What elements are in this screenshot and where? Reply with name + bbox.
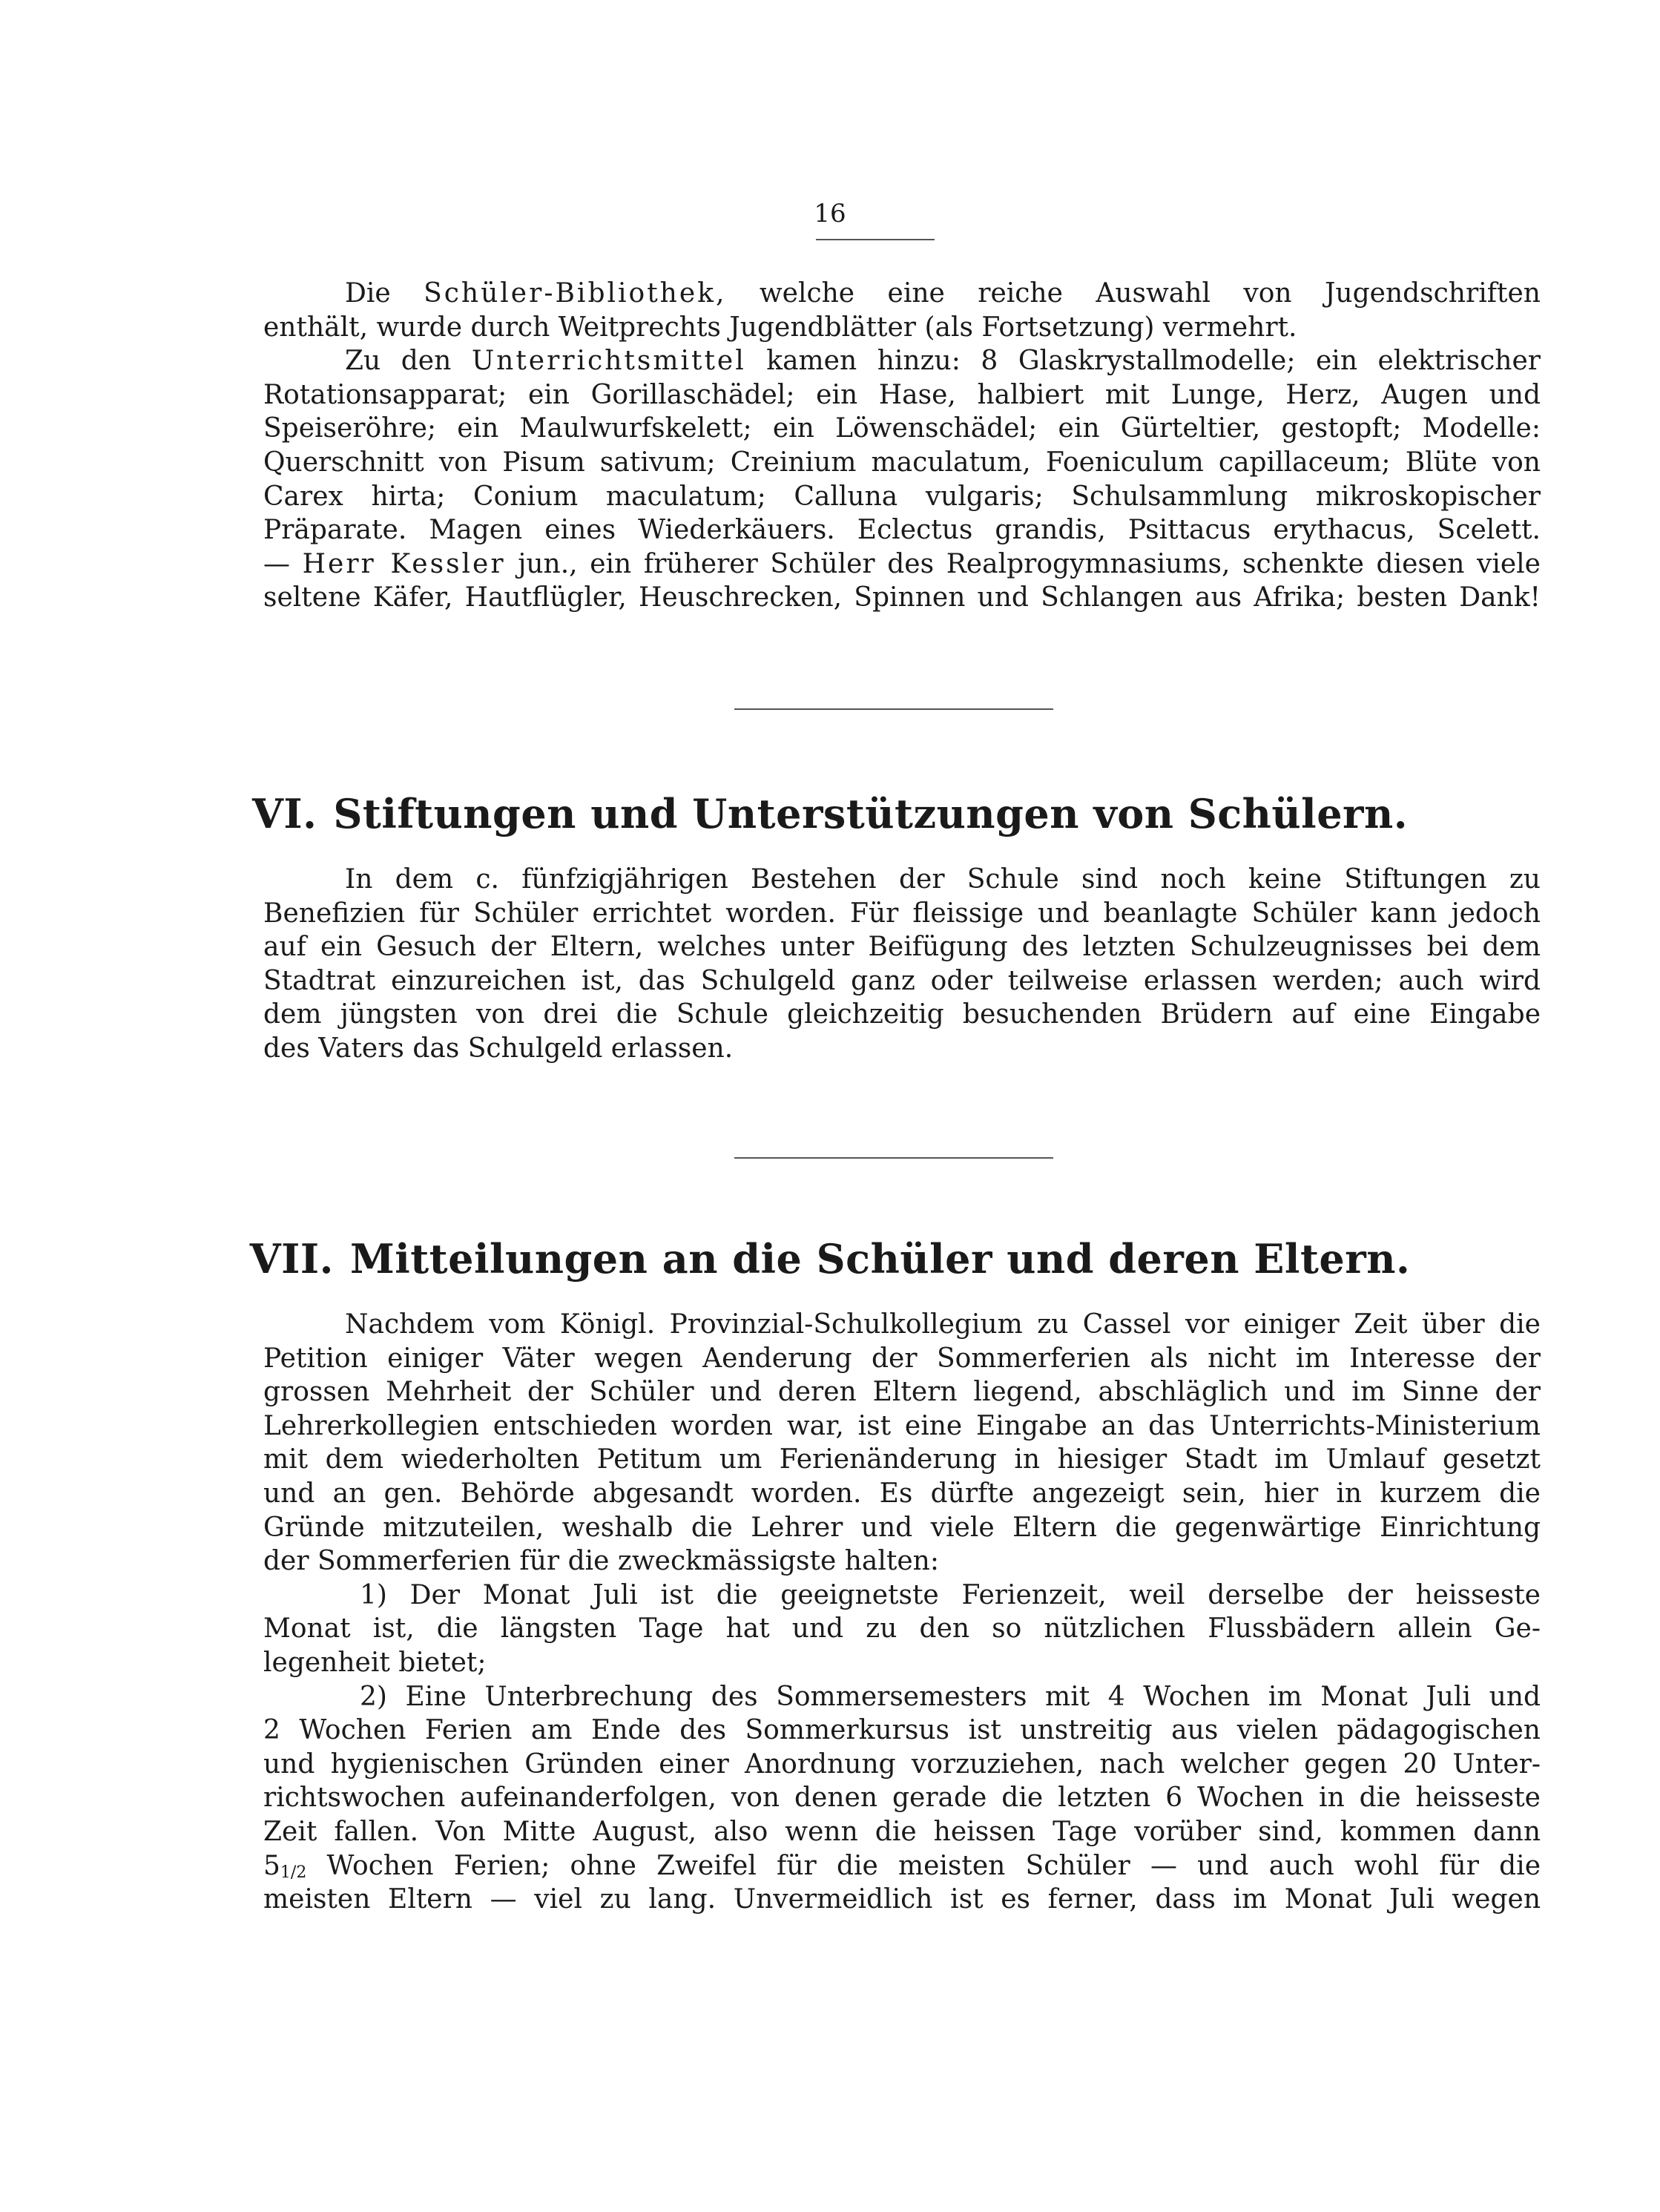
section-vi-paragraph — [263, 863, 1541, 1066]
text-line: In dem c. fünfzigjährigen Bestehen der Schule sind noch keine Stiftungen zu — [345, 864, 1541, 895]
list-item-line: 2) Eine Unterbrechung des Sommersemesters mit 4 Wochen im Monat Juli und — [360, 1681, 1541, 1712]
text-line: Stadtrat einzureichen ist, das Schulgeld ganz oder teilweise erlassen werden; auch wird — [263, 965, 1541, 996]
section-vi-heading — [0, 790, 1660, 837]
fraction: 1/2 — [280, 1863, 307, 1882]
text-line: Zeit fallen. Von Mitte August, also wenn die heissen Tage vorüber sind, kommen dann — [263, 1816, 1541, 1847]
text-line: Monat ist, die längsten Tage hat und zu den so nützlichen Flussbädern allein Ge- — [263, 1613, 1541, 1645]
section-vii-heading — [0, 1235, 1660, 1283]
text-line: grossen Mehrheit der Schüler und deren Eltern liegend, abschläglich und im Sinne der — [263, 1377, 1541, 1408]
emphasis-spaced: Unterrichtsmittel — [471, 346, 746, 377]
text-line: dem jüngsten von drei die Schule gleichzeitig besuchenden Brüdern auf eine Eingabe — [263, 999, 1541, 1030]
text-line: seltene Käfer, Hautflügler, Heuschrecken, Spinnen und Schlangen aus Afrika; besten Dank! — [263, 582, 1541, 613]
text-line: Rotationsapparat; ein Gorillaschädel; ein Hase, halbiert mit Lunge, Herz, Augen und — [263, 379, 1541, 410]
text-line: richtswochen aufeinanderfolgen, von denen gerade die letzten 6 Wochen in die heisseste — [263, 1783, 1541, 1814]
text-line: meisten Eltern — viel zu lang. Unvermeidlich ist es ferner, dass im Monat Juli wegen — [263, 1884, 1541, 1915]
text-line: Lehrerkollegien entschieden worden war, ist eine Eingabe an das Unterrichts-Ministerium — [263, 1410, 1541, 1441]
text-line: Carex hirta; Conium maculatum; Calluna vulgaris; Schulsammlung mikroskopischer — [263, 481, 1541, 512]
page-number: 16 — [814, 199, 846, 228]
section-divider — [734, 1157, 1053, 1159]
text-line: Präparate. Magen eines Wiederkäuers. Eclectus grandis, Psittacus erythacus, Scelett. — [263, 515, 1541, 546]
section-v-paragraphs — [263, 277, 1541, 615]
text-line: Die Schüler-Bibliothek, welche eine reiche Auswahl von Jugendschriften — [345, 278, 1541, 309]
text-line: Gründe mitzuteilen, weshalb die Lehrer und viele Eltern die gegenwärtige Einrichtung — [263, 1512, 1541, 1543]
text-line: Nachdem vom Königl. Provinzial-Schulkollegium zu Cassel vor einiger Zeit über die — [345, 1309, 1541, 1340]
section-number: VI. — [251, 790, 317, 837]
emphasis-spaced: Schüler-Bibliothek, — [424, 278, 727, 309]
section-number: VII. — [249, 1235, 334, 1283]
text-line: mit dem wiederholten Petitum um Ferienänderung in hiesiger Stadt im Umlauf gesetzt — [263, 1444, 1541, 1475]
text-line: enthält, wurde durch Weitprechts Jugendblätter (als Fortsetzung) vermehrt. — [263, 312, 1297, 343]
text-line: auf ein Gesuch der Eltern, welches unter Beifügung des letzten Schulzeugnisses bei dem — [263, 932, 1541, 963]
emphasis-spaced: Herr Kessler — [302, 548, 506, 579]
section-divider — [734, 708, 1053, 710]
list-item-line: 1) Der Monat Juli ist die geeignetste Ferienzeit, weil derselbe der heisseste — [360, 1579, 1541, 1610]
text-line: Benefizien für Schüler errichtet worden. Für fleissige und beanlagte Schüler kann jedoch — [263, 898, 1541, 929]
section-title: Mitteilungen an die Schüler und deren Eltern. — [349, 1235, 1411, 1283]
text-line: Zu den Unterrichtsmittel kamen hinzu: 8 Glaskrystallmodelle; ein elektrischer — [345, 346, 1541, 377]
text-line: — Herr Kessler jun., ein früherer Schüler des Realprogymnasiums, schenkte diesen viele — [263, 548, 1541, 579]
text-line: 2 Wochen Ferien am Ende des Sommerkursus ist unstreitig aus vielen pädagogischen — [263, 1715, 1541, 1746]
text-line: und an gen. Behörde abgesandt worden. Es dürfte angezeigt sein, hier in kurzem die — [263, 1478, 1541, 1509]
text-line: Speiseröhre; ein Maulwurfskelett; ein Löwenschädel; ein Gürteltier, gestopft; Modelle: — [263, 413, 1541, 444]
text-line: des Vaters das Schulgeld erlassen. — [263, 1033, 734, 1064]
text-line: Querschnitt von Pisum sativum; Creinium maculatum, Foeniculum capillaceum; Blüte von — [263, 447, 1541, 478]
section-vii-paragraphs — [263, 1308, 1541, 1917]
text-line: und hygienischen Gründen einer Anordnung vorzuziehen, nach welcher gegen 20 Unter- — [263, 1748, 1541, 1780]
text-line: der Sommerferien für die zweckmässigste halten: — [263, 1546, 939, 1577]
text-line: Petition einiger Väter wegen Aenderung der Sommerferien als nicht im Interesse der — [263, 1343, 1541, 1374]
text-line: legenheit bietet; — [263, 1647, 487, 1678]
text-line: 51/2 Wochen Ferien; ohne Zweifel für die meisten Schüler — und auch wohl für die — [263, 1850, 1541, 1882]
page-number-rule — [816, 239, 935, 240]
section-title: Stiftungen und Unterstützungen von Schülern. — [333, 790, 1409, 837]
